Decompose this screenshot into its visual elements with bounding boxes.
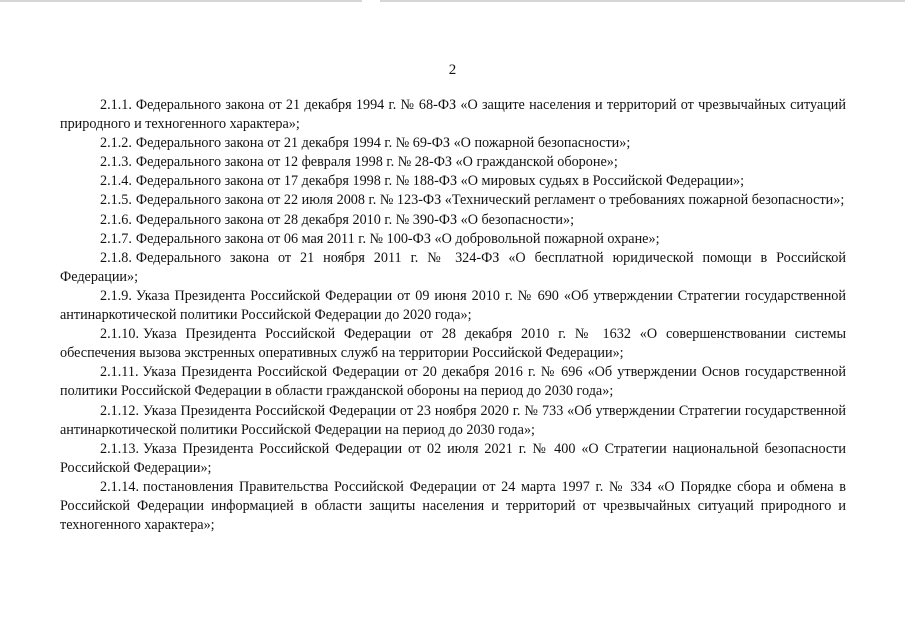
list-item (60, 172, 846, 191)
item-number: 2.1.1. (100, 97, 132, 113)
list-item (60, 402, 846, 440)
list-item (60, 153, 846, 172)
item-text: Федерального закона от 22 июля 2008 г. № 123-ФЗ «Технический регламент о требованиях пожарной безопасности»; (135, 192, 845, 209)
page-number: 2 (448, 62, 457, 78)
list-item (60, 478, 846, 535)
list-item (60, 363, 846, 401)
item-number: 2.1.13. (100, 440, 140, 457)
item-number: 2.1.10. (100, 326, 140, 343)
item-number: 2.1.9. (100, 287, 132, 304)
page-top-edge (0, 0, 905, 2)
list-item (60, 287, 846, 325)
list-item (60, 191, 846, 210)
item-number: 2.1.4. (100, 173, 132, 190)
item-number: 2.1.2. (100, 135, 132, 152)
item-number: 2.1.5. (100, 192, 132, 209)
item-text: Федерального закона от 06 мая 2011 г. № 100-ФЗ «О добровольной пожарной охране»; (135, 230, 660, 247)
item-text: Федерального закона от 21 ноября 2011 г. № 324-ФЗ «О бесплатной юридической помощи в Российской Федерации»; (60, 249, 846, 285)
item-number: 2.1.7. (100, 230, 132, 247)
item-text: Указа Президента Российской Федерации от 23 ноября 2020 г. № 733 «Об утверждении Стратегии государственной антинаркотической политики Российской Федерации на период до 2030 года»; (60, 402, 846, 438)
list-item (60, 249, 846, 287)
item-text: Федерального закона от 28 декабря 2010 г. № 390-ФЗ «О безопасности»; (135, 211, 575, 228)
item-number: 2.1.11. (100, 364, 139, 381)
item-number: 2.1.8. (100, 249, 132, 266)
item-text: Федерального закона от 21 декабря 1994 г. № 69-ФЗ «О пожарной безопасности»; (135, 135, 631, 152)
list-item (60, 211, 846, 230)
list-item (60, 230, 846, 249)
item-text: Указа Президента Российской Федерации от 28 декабря 2010 г. № 1632 «О совершенствовании системы обеспечения вызова экстренных оперативных служб на территории Российской Федерации»; (60, 326, 846, 362)
list-item (60, 96, 846, 134)
item-text: Федерального закона от 17 декабря 1998 г. № 188-ФЗ «О мировых судьях в Российской Федерации»; (135, 173, 745, 190)
item-number: 2.1.14. (100, 478, 140, 495)
item-number: 2.1.6. (100, 211, 132, 228)
list-item (60, 440, 846, 478)
item-number: 2.1.12. (100, 402, 140, 419)
item-text: Федерального закона от 12 февраля 1998 г. № 28-ФЗ «О гражданской обороне»; (135, 154, 618, 171)
item-text: постановления Правительства Российской Федерации от 24 марта 1997 г. № 334 «О Порядке сбора и обмена в Российской Федерации информацией в области защиты населения и территорий от чрезвычайных ситуаций природного и техногенного характера»; (60, 478, 846, 534)
item-text: Федерального закона от 21 декабря 1994 г. № 68-ФЗ «О защите населения и территорий от чрезвычайных ситуаций природного и техногенного характера»; (60, 97, 846, 133)
item-text: Указа Президента Российской Федерации от 09 июня 2010 г. № 690 «Об утверждении Стратегии государственной антинаркотической политики Российской Федерации до 2020 года»; (60, 287, 846, 324)
list-item (60, 134, 846, 153)
legal-list (60, 96, 846, 535)
item-text: Указа Президента Российской Федерации от 20 декабря 2016 г. № 696 «Об утверждении Основ государственной политики Российской Федерации в области гражданской обороны на период до 2030 года»; (60, 364, 846, 400)
list-item (60, 325, 846, 363)
item-number: 2.1.3. (100, 154, 132, 171)
item-text: Указа Президента Российской Федерации от 02 июля 2021 г. № 400 «О Стратегии национальной безопасности Российской Федерации»; (60, 440, 846, 476)
